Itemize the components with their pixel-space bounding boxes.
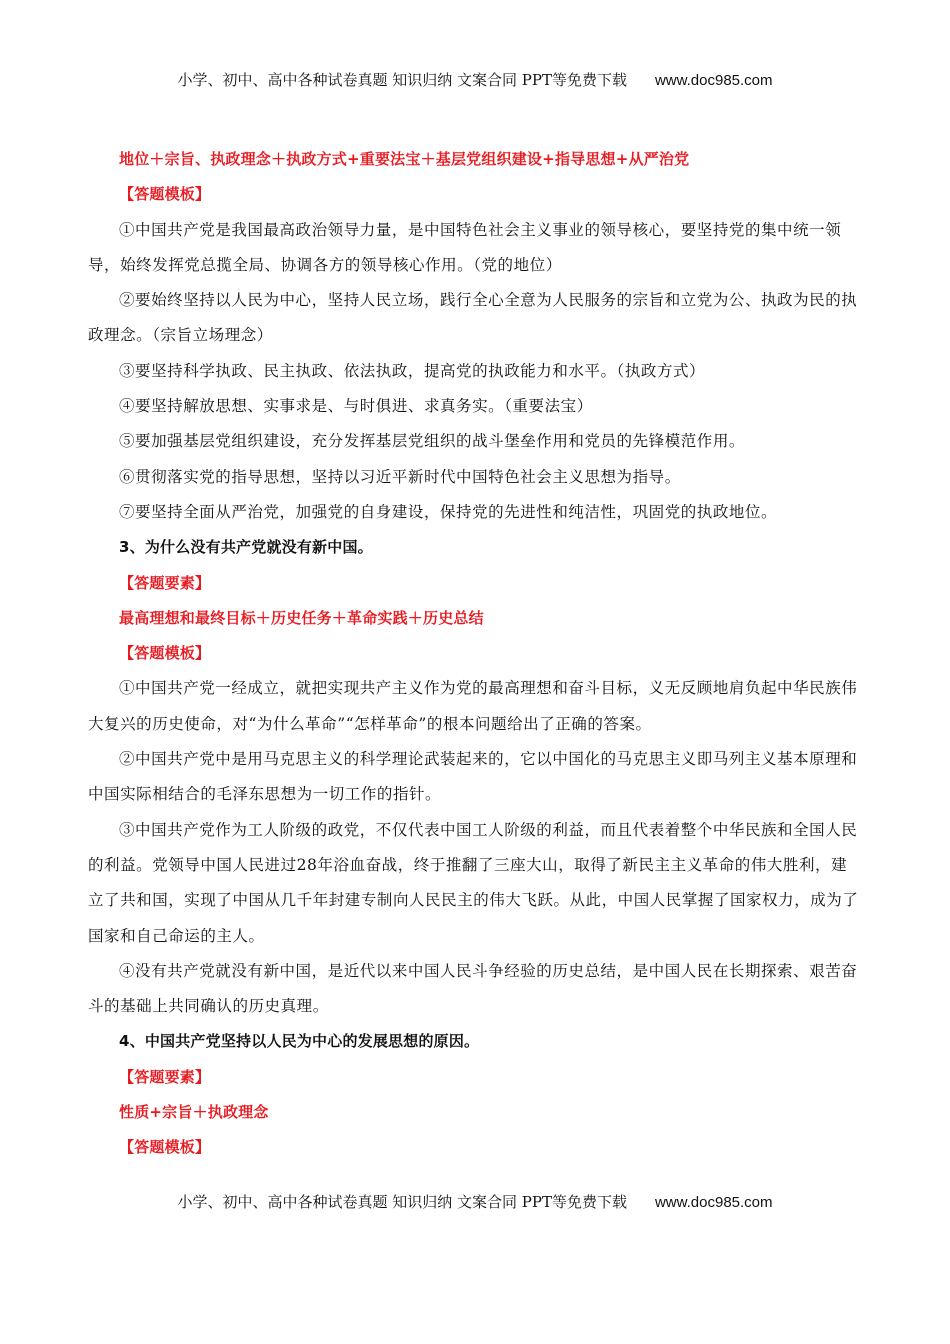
template-point: ①中国共产党是我国最高政治领导力量，是中国特色社会主义事业的领导核心，要坚持党的集中统一领导，始终发挥党总揽全局、协调各方的领导核心作用。（党的地位） [88, 220, 842, 274]
answer-elements-heading: 【答题要素】 [119, 573, 211, 592]
template-point: ①中国共产党一经成立，就把实现共产主义作为党的最高理想和奋斗目标，义无反顾地肩负起中华民族伟大复兴的历史使命，对“为什么革命”“怎样革命”的根本问题给出了正确的答案。 [88, 679, 858, 733]
template-point: ③中国共产党作为工人阶级的政党，不仅代表中国工人阶级的利益，而且代表着整个中华民族和全国人民的利益。党领导中国人民进过28年浴血奋战，终于推翻了三座大山，取得了新民主主义革命的伟大胜利，建立了共和国，实现了中国从几千年封建专制向人民民主的伟大飞跃。从此，中国人民掌握了国家权力，成为了国家和自己命运的主人。 [88, 820, 859, 945]
answer-elements-heading: 【答题要素】 [119, 1067, 211, 1086]
template-point: ②中国共产党中是用马克思主义的科学理论武装起来的，它以中国化的马克思主义即马列主义基本原理和中国实际相结合的毛泽东思想为一切工作的指针。 [88, 750, 858, 804]
answer-template-heading: 【答题模板】 [119, 185, 211, 204]
footer-text: 小学、初中、高中各种试卷真题 知识归纳 文案合同 PPT等免费下载 [177, 1193, 627, 1211]
header-url[interactable]: www.doc985.com [654, 72, 773, 89]
answer-elements-summary: 最高理想和最终目标＋历史任务＋革命实践＋历史总结 [119, 608, 484, 627]
footer-url[interactable]: www.doc985.com [654, 1194, 773, 1211]
answer-elements-summary: 性质+宗旨＋执政理念 [119, 1103, 269, 1122]
answer-elements-summary: 地位＋宗旨、执政理念＋执政方式+重要法宝＋基层党组织建设+指导思想+从严治党 [119, 150, 690, 168]
answer-template-heading: 【答题模板】 [119, 1138, 211, 1157]
page-header [0, 69, 950, 90]
template-point: ④没有共产党就没有新中国，是近代以来中国人民斗争经验的历史总结，是中国人民在长期探索、艰苦奋斗的基础上共同确认的历史真理。 [88, 961, 858, 1016]
page-footer [0, 1191, 950, 1212]
template-point: ②要始终坚持以人民为中心，坚持人民立场，践行全心全意为人民服务的宗旨和立党为公、执政为民的执政理念。（宗旨立场理念） [88, 291, 858, 345]
answer-template-heading: 【答题模板】 [119, 644, 211, 663]
document-body [88, 142, 863, 1166]
template-point: ⑥贯彻落实党的指导思想，坚持以习近平新时代中国特色社会主义思想为指导。 [119, 467, 681, 486]
header-text: 小学、初中、高中各种试卷真题 知识归纳 文案合同 PPT等免费下载 [177, 71, 627, 89]
template-point: ⑤要加强基层党组织建设，充分发挥基层党组织的战斗堡垒作用和党员的先锋模范作用。 [119, 432, 745, 451]
question-heading: 3、为什么没有共产党就没有新中国。 [119, 538, 373, 557]
template-point: ③要坚持科学执政、民主执政、依法执政，提高党的执政能力和水平。（执政方式） [119, 361, 706, 380]
question-heading: 4、中国共产党坚持以人民为中心的发展思想的原因。 [119, 1032, 480, 1051]
template-point: ④要坚持解放思想、实事求是、与时俱进、求真务实。（重要法宝） [119, 397, 593, 416]
template-point: ⑦要坚持全面从严治党，加强党的自身建设，保持党的先进性和纯洁性，巩固党的执政地位。 [119, 502, 778, 521]
